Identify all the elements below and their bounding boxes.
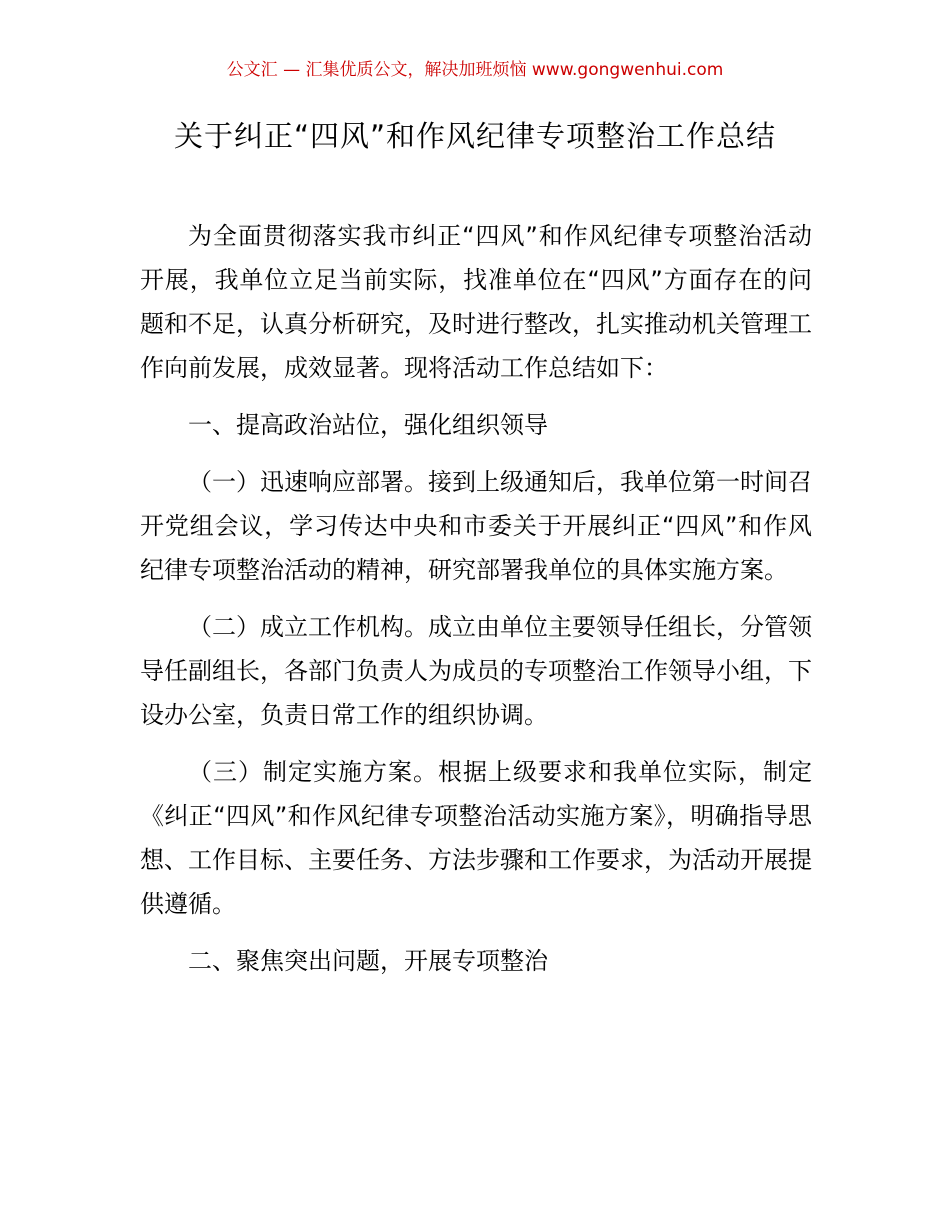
document-title: 关于纠正“四风”和作风纪律专项整治工作总结 <box>173 119 777 153</box>
document-body <box>140 214 812 996</box>
section-heading-1: 一、提高政治站位，强化组织领导 <box>188 411 548 439</box>
subsection-paragraph-2: （二）成立工作机构。成立由单位主要领导任组长，分管领导任副组长，各部门负责人为成员的专项整治工作领导小组，下设办公室，负责日常工作的组织协调。 <box>140 613 812 729</box>
section-heading-2: 二、聚焦突出问题，开展专项整治 <box>188 947 548 975</box>
intro-paragraph: 为全面贯彻落实我市纠正“四风”和作风纪律专项整治活动开展，我单位立足当前实际，找准单位在“四风”方面存在的问题和不足，认真分析研究，及时进行整改，扎实推动机关管理工作向前发展，成效显著。现将活动工作总结如下： <box>140 222 812 382</box>
site-header-link[interactable]: 公文汇 — 汇集优质公文，解决加班烦恼 www.gongwenhui.com <box>226 60 724 80</box>
subsection-paragraph-1: （一）迅速响应部署。接到上级通知后，我单位第一时间召开党组会议，学习传达中央和市委关于开展纠正“四风”和作风纪律专项整治活动的精神，研究部署我单位的具体实施方案。 <box>140 468 812 584</box>
subsection-paragraph-3: （三）制定实施方案。根据上级要求和我单位实际，制定《纠正“四风”和作风纪律专项整治活动实施方案》，明确指导思想、工作目标、主要任务、方法步骤和工作要求，为活动开展提供遵循。 <box>140 758 812 918</box>
